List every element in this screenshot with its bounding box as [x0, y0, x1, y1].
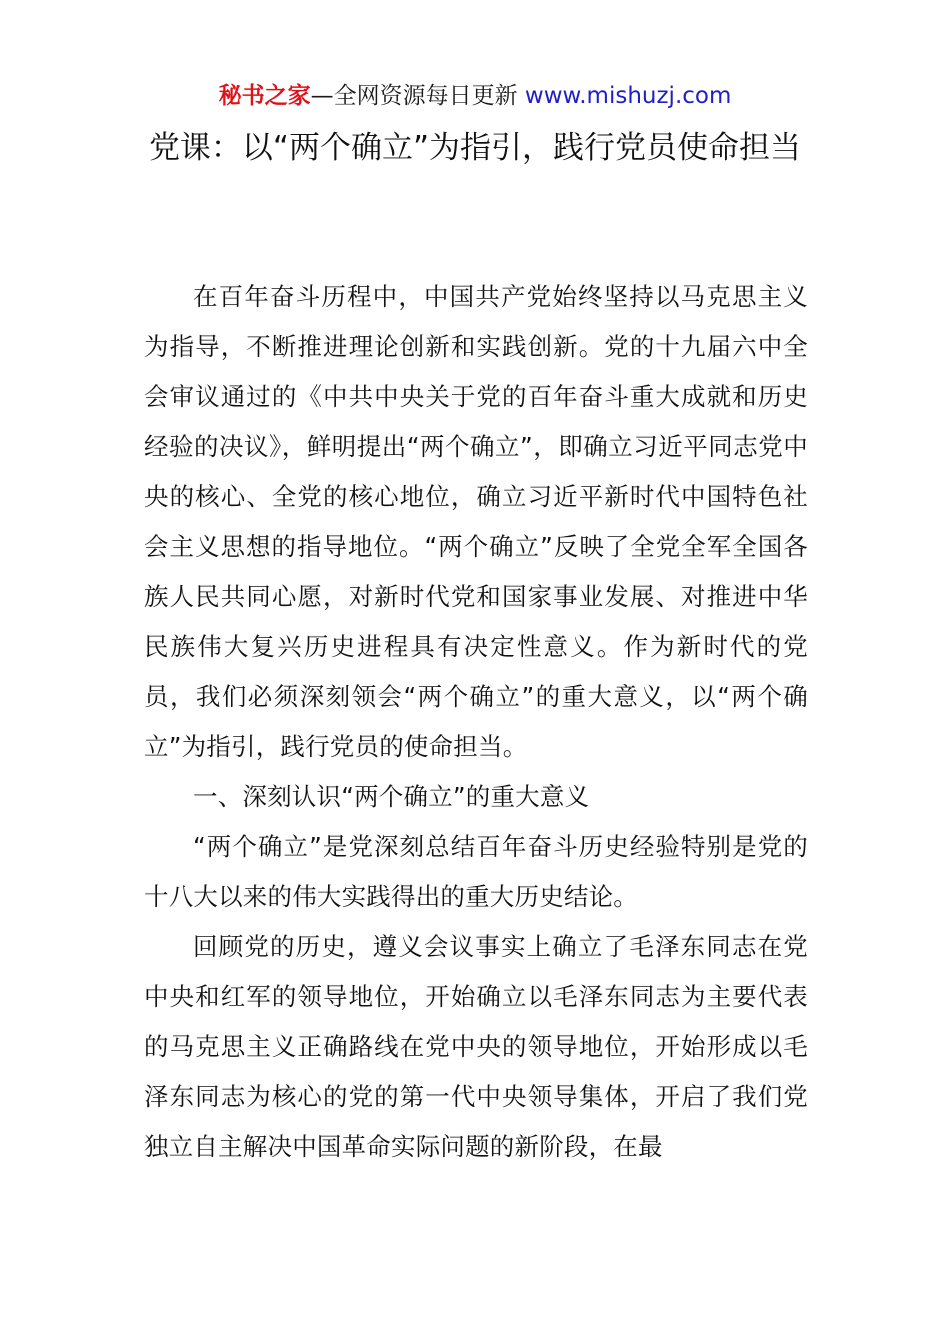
document-body [144, 272, 808, 1172]
site-url-link[interactable]: www.mishuzj.com [524, 83, 732, 109]
section-heading: 一、深刻认识“两个确立”的重大意义 [193, 782, 590, 811]
header-slogan: —全网资源每日更新 [310, 83, 525, 109]
paragraph: “两个确立”是党深刻总结百年奋斗历史经验特别是党的十八大以来的伟大实践得出的重大历史结论。 [144, 832, 808, 911]
brand-name: 秘书之家 [218, 83, 311, 109]
document-title: 党课：以“两个确立”为指引，践行党员使命担当 [148, 130, 802, 166]
paragraph: 回顾党的历史，遵义会议事实上确立了毛泽东同志在党中央和红军的领导地位，开始确立以毛泽东同志为主要代表的马克思主义正确路线在党中央的领导地位，开始形成以毛泽东同志为核心的党的第一代中央领导集体，开启了我们党独立自主解决中国革命实际问题的新阶段，在最 [144, 932, 808, 1161]
site-header [0, 80, 950, 112]
paragraph-intro: 在百年奋斗历程中，中国共产党始终坚持以马克思主义为指导，不断推进理论创新和实践创新。党的十九届六中全会审议通过的《中共中央关于党的百年奋斗重大成就和历史经验的决议》，鲜明提出“两个确立”，即确立习近平同志党中央的核心、全党的核心地位，确立习近平新时代中国特色社会主义思想的指导地位。“两个确立”反映了全党全军全国各族人民共同心愿，对新时代党和国家事业发展、对推进中华民族伟大复兴历史进程具有决定性意义。作为新时代的党员，我们必须深刻领会“两个确立”的重大意义，以“两个确立”为指引，践行党员的使命担当。 [144, 282, 808, 761]
